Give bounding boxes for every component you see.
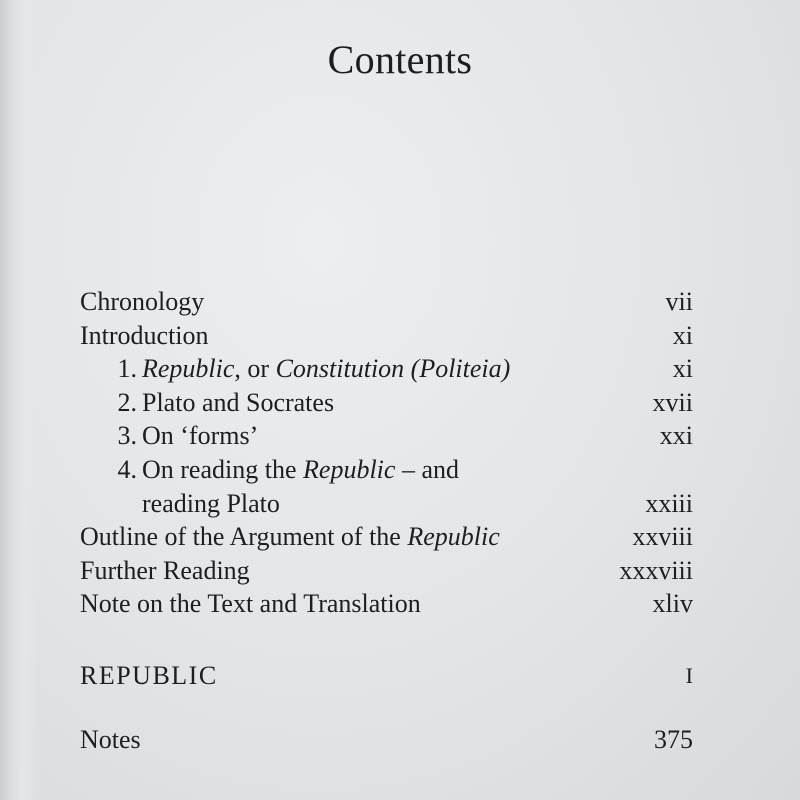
toc-entry-label: Note on the Text and Translation	[80, 589, 421, 619]
toc-entry-republic[interactable]	[80, 659, 693, 693]
toc-entry-label	[110, 453, 459, 487]
toc-entry-on-forms[interactable]	[80, 419, 693, 453]
toc-entry-page: 375	[654, 724, 693, 754]
toc-entry-label	[80, 520, 500, 554]
label-text: On ‘forms’	[142, 421, 259, 451]
toc-entry-label-continuation: reading Plato	[142, 488, 280, 518]
page-title: Contents	[327, 37, 473, 82]
toc-entry-page: xvii	[652, 387, 693, 417]
section-number: 3.	[117, 421, 137, 451]
toc-entry-label	[110, 352, 510, 386]
toc-entry-introduction[interactable]	[80, 319, 693, 353]
section-number: 4.	[117, 454, 137, 484]
toc-entry-page: xi	[672, 354, 693, 384]
toc-entry-label: Notes	[80, 724, 141, 754]
toc-entry-outline-of-the-argument[interactable]	[80, 520, 693, 554]
toc-entry-on-reading-the-republic[interactable]	[80, 453, 693, 487]
toc-entry-republic-or-constitution[interactable]	[80, 352, 693, 386]
toc-entry-page: xxi	[659, 421, 693, 451]
toc-entry-label: Further Reading	[80, 555, 250, 585]
toc-entry-page: xliv	[652, 589, 693, 619]
toc-entry-page: I	[685, 662, 693, 688]
toc-entry-label: Introduction	[80, 320, 209, 350]
label-text: On reading the	[142, 454, 304, 484]
toc-entry-page: xxviii	[632, 522, 693, 552]
spacer	[80, 693, 693, 723]
label-text: , or	[234, 354, 276, 384]
toc-entry-label: REPUBLIC	[80, 660, 218, 690]
toc-entry-on-reading-the-republic-cont[interactable]	[80, 487, 693, 521]
toc-entry-note-on-the-text[interactable]	[80, 587, 693, 621]
label-text: – and	[395, 454, 459, 484]
spacer	[80, 621, 693, 659]
section-number: 1.	[117, 354, 137, 384]
toc-entry-chronology[interactable]	[80, 285, 693, 319]
label-text: Outline of the Argument of the	[80, 522, 408, 552]
toc-entry-plato-and-socrates[interactable]	[80, 386, 693, 420]
label-italic: Constitution (Politeia)	[275, 354, 511, 384]
section-number: 2.	[117, 387, 137, 417]
toc-entry-page: vii	[665, 287, 693, 316]
label-text: Plato and Socrates	[142, 387, 335, 417]
label-italic: Republic	[303, 454, 396, 484]
toc-entry-page: xxiii	[645, 488, 693, 518]
toc-entry-further-reading[interactable]	[80, 554, 693, 588]
toc-entry-label: Chronology	[80, 287, 205, 316]
toc-entry-page: xi	[672, 320, 693, 350]
toc-entry-label	[110, 419, 258, 453]
table-of-contents	[80, 285, 693, 756]
toc-entry-label	[110, 386, 334, 420]
toc-entry-notes[interactable]	[80, 723, 693, 757]
label-italic: Republic	[407, 522, 500, 552]
label-italic: Republic	[142, 354, 235, 384]
toc-entry-page: xxxviii	[619, 555, 693, 585]
